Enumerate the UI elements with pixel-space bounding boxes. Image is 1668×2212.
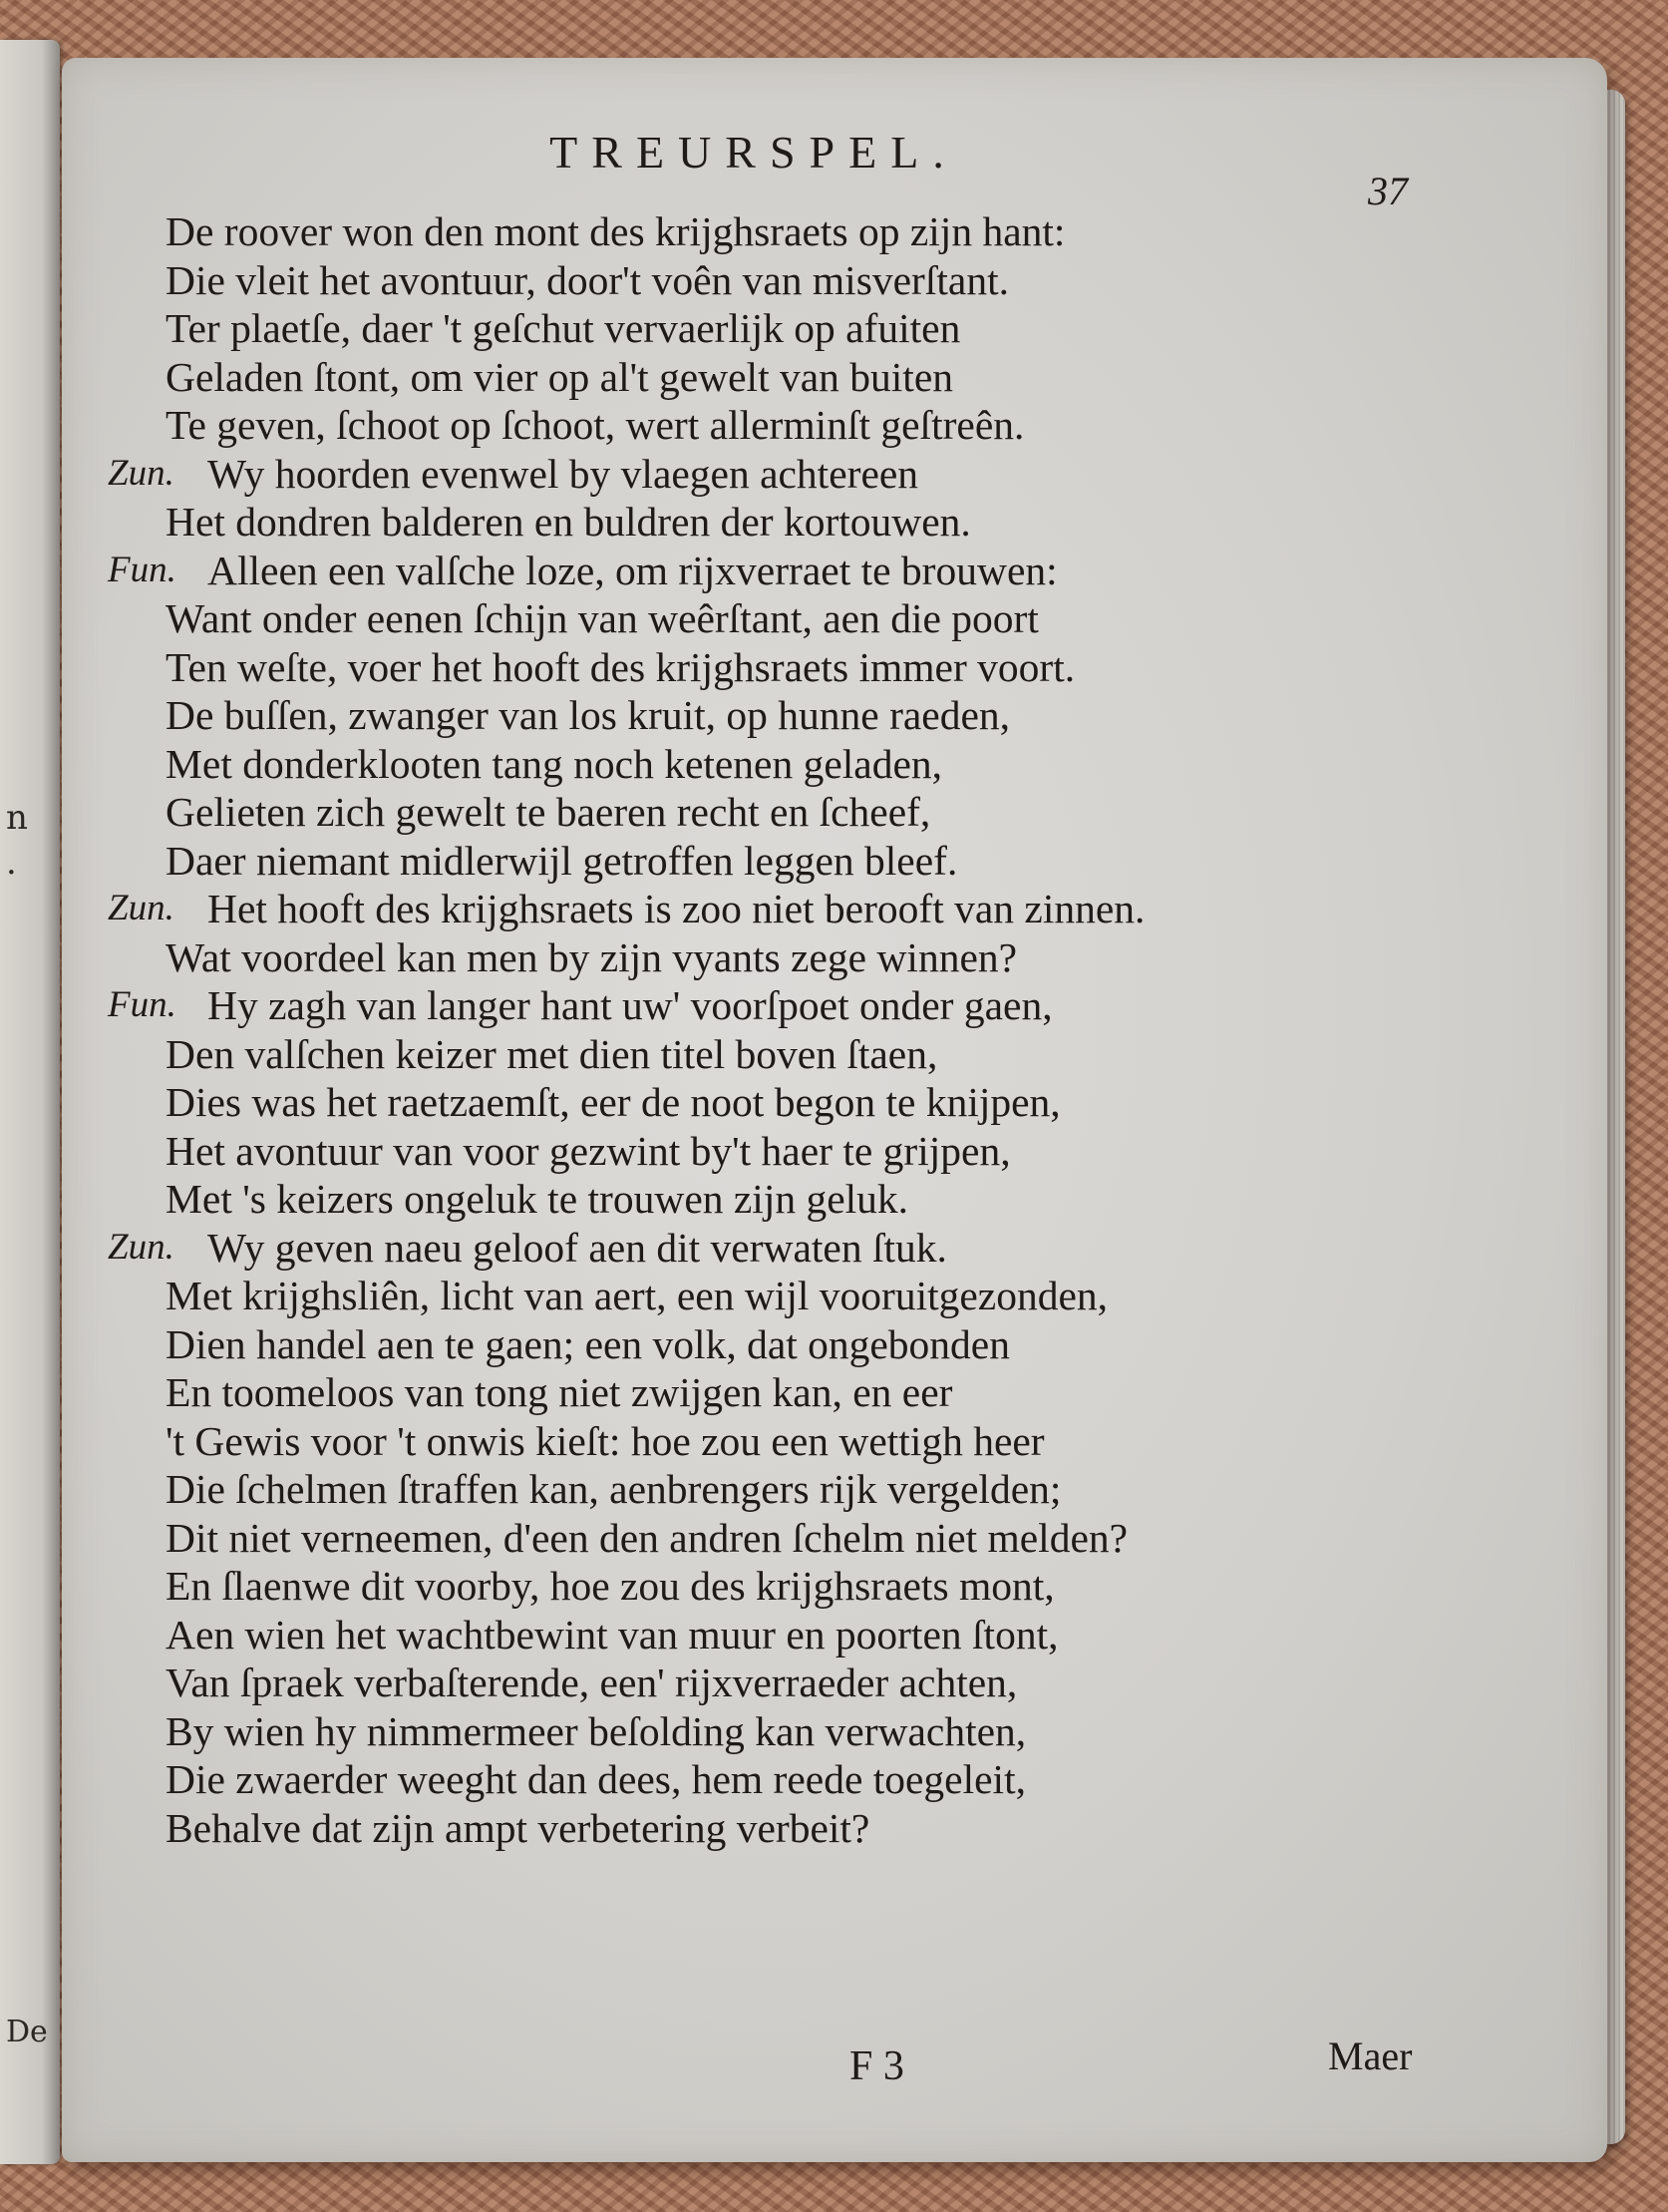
verse-text: Die zwaerder weeght dan dees, hem reede toegeleit, bbox=[166, 1756, 1026, 1802]
verse-text: Aen wien het wachtbewint van muur en poorten ſtont, bbox=[166, 1611, 1059, 1658]
verse-text: Daer niemant midlerwijl getroffen leggen bleef. bbox=[166, 837, 958, 884]
verse-line bbox=[108, 401, 1503, 450]
verse-text: 't Gewis voor 't onwis kieſt: hoe zou een wettigh heer bbox=[166, 1417, 1045, 1464]
speaker-label: Zun. bbox=[108, 888, 174, 928]
verse-text: Wy hoorden evenwel by vlaegen achtereen bbox=[207, 450, 919, 497]
verse-text: Gelieten zich gewelt te baeren recht en ſcheef, bbox=[166, 789, 931, 835]
verse-line bbox=[108, 1078, 1503, 1127]
verse-text: Het hooft des krijghsraets is zoo niet berooft van zinnen. bbox=[207, 886, 1146, 931]
running-title: TREURSPEL. bbox=[549, 127, 958, 178]
verse-line bbox=[108, 1465, 1503, 1514]
verse-line bbox=[108, 885, 1503, 933]
verse-text: Dies was het raetzaemſt, eer de noot begon te knijpen, bbox=[166, 1079, 1061, 1125]
verse-line bbox=[108, 691, 1503, 740]
verse-line bbox=[108, 256, 1503, 305]
verse-line bbox=[108, 740, 1503, 789]
verse-text: De buſſen, zwanger van los kruit, op hunne raeden, bbox=[166, 692, 1011, 738]
verse-line bbox=[108, 1514, 1503, 1563]
verse-text: Dien handel aen te gaen; een volk, dat ongebonden bbox=[166, 1320, 1010, 1367]
verse-text: En ſlaenwe dit voorby, hoe zou des krijghsraets mont, bbox=[166, 1563, 1055, 1609]
speaker-label: Zun. bbox=[108, 452, 174, 494]
signature-mark: F 3 bbox=[849, 2043, 904, 2089]
verse-text: Geladen ſtont, om vier op al't gewelt van buiten bbox=[166, 353, 953, 400]
verse-line bbox=[108, 643, 1503, 692]
verse-line bbox=[108, 1224, 1503, 1273]
verse-text: Ter plaetſe, daer 't geſchut vervaerlijk op afuiten bbox=[166, 305, 961, 351]
verse-text: Hy zagh van langer hant uw' voorſpoet onder gaen, bbox=[207, 982, 1053, 1028]
verse-text: Die ſchelmen ſtraffen kan, aenbrengers rijk vergelden; bbox=[166, 1466, 1062, 1512]
verse-line bbox=[108, 1707, 1503, 1756]
verse-text: Alleen een valſche loze, om rijxverraet te brouwen: bbox=[207, 547, 1058, 593]
verse-line bbox=[108, 1755, 1503, 1804]
facing-page-edge bbox=[0, 40, 60, 2164]
verse-text: Wy geven naeu geloof aen dit verwaten ſtuk. bbox=[207, 1224, 947, 1271]
verse-text: Het dondren balderen en buldren der kortouwen. bbox=[166, 499, 971, 545]
catchword: Maer bbox=[1328, 2033, 1413, 2078]
verse-line bbox=[108, 1030, 1503, 1079]
facing-page-fragment: n bbox=[6, 798, 28, 838]
verse-line bbox=[108, 547, 1503, 595]
speaker-label: Fun. bbox=[108, 549, 176, 590]
speaker-label: Zun. bbox=[108, 1226, 174, 1268]
verse-line bbox=[108, 498, 1503, 547]
verse-text: Het avontuur van voor gezwint by't haer te grijpen, bbox=[166, 1127, 1011, 1174]
verse-line bbox=[108, 981, 1503, 1030]
facing-page-fragment: De bbox=[6, 2015, 48, 2049]
verse-line bbox=[108, 353, 1503, 402]
verse-line bbox=[108, 1320, 1503, 1369]
verse-line bbox=[108, 1804, 1503, 1853]
verse-line bbox=[108, 1659, 1503, 1707]
verse-line bbox=[108, 207, 1503, 256]
page-number: 37 bbox=[1368, 169, 1408, 213]
verse-text: Die vleit het avontuur, door't voên van misverſtant. bbox=[166, 256, 1009, 303]
verse-text: Dit niet verneemen, d'een den andren ſchelm niet melden? bbox=[166, 1514, 1129, 1561]
verse-line bbox=[108, 450, 1503, 499]
verse-text: Want onder eenen ſchijn van weêrſtant, aen die poort bbox=[166, 595, 1039, 641]
verse-text: Van ſpraek verbaſterende, een' rijxverraeder achten, bbox=[166, 1659, 1018, 1705]
verse-line bbox=[108, 1417, 1503, 1466]
verse-text: De roover won den mont des krijghsraets op zijn hant: bbox=[166, 208, 1066, 254]
verse-text: Behalve dat zijn ampt verbetering verbeit? bbox=[166, 1804, 870, 1851]
verse-text: Te geven, ſchoot op ſchoot, wert allerminſt geſtreên. bbox=[166, 402, 1025, 448]
verse-text: Den valſchen keizer met dien titel boven ſtaen, bbox=[166, 1030, 938, 1077]
verse-line bbox=[108, 304, 1503, 353]
verse-line bbox=[108, 594, 1503, 643]
verse-line bbox=[108, 1175, 1503, 1224]
verse-line bbox=[108, 788, 1503, 837]
verse-text: En toomeloos van tong niet zwijgen kan, en eer bbox=[166, 1369, 953, 1415]
verse-line bbox=[108, 933, 1503, 982]
verse-text: Met donderklooten tang noch ketenen geladen, bbox=[166, 740, 943, 787]
verse-text: Met krijghsliên, licht van aert, een wijl vooruitgezonden, bbox=[166, 1273, 1109, 1318]
verse-line bbox=[108, 837, 1503, 886]
verse-line bbox=[108, 1272, 1503, 1320]
verse-line bbox=[108, 1611, 1503, 1659]
verse-text: Ten weſte, voer het hooft des krijghsraets immer voort. bbox=[166, 643, 1076, 690]
verse-line bbox=[108, 1368, 1503, 1417]
verse-text: Wat voordeel kan men by zijn vyants zege winnen? bbox=[166, 933, 1018, 980]
verse-text: Met 's keizers ongeluk te trouwen zijn geluk. bbox=[166, 1176, 909, 1222]
verse-body bbox=[108, 207, 1503, 1852]
verse-text: By wien hy nimmermeer beſolding kan verwachten, bbox=[166, 1707, 1027, 1754]
verse-line bbox=[108, 1127, 1503, 1176]
speaker-label: Fun. bbox=[108, 984, 176, 1025]
verse-line bbox=[108, 1562, 1503, 1611]
book-page bbox=[62, 58, 1607, 2162]
facing-page-fragment: · bbox=[6, 853, 17, 893]
